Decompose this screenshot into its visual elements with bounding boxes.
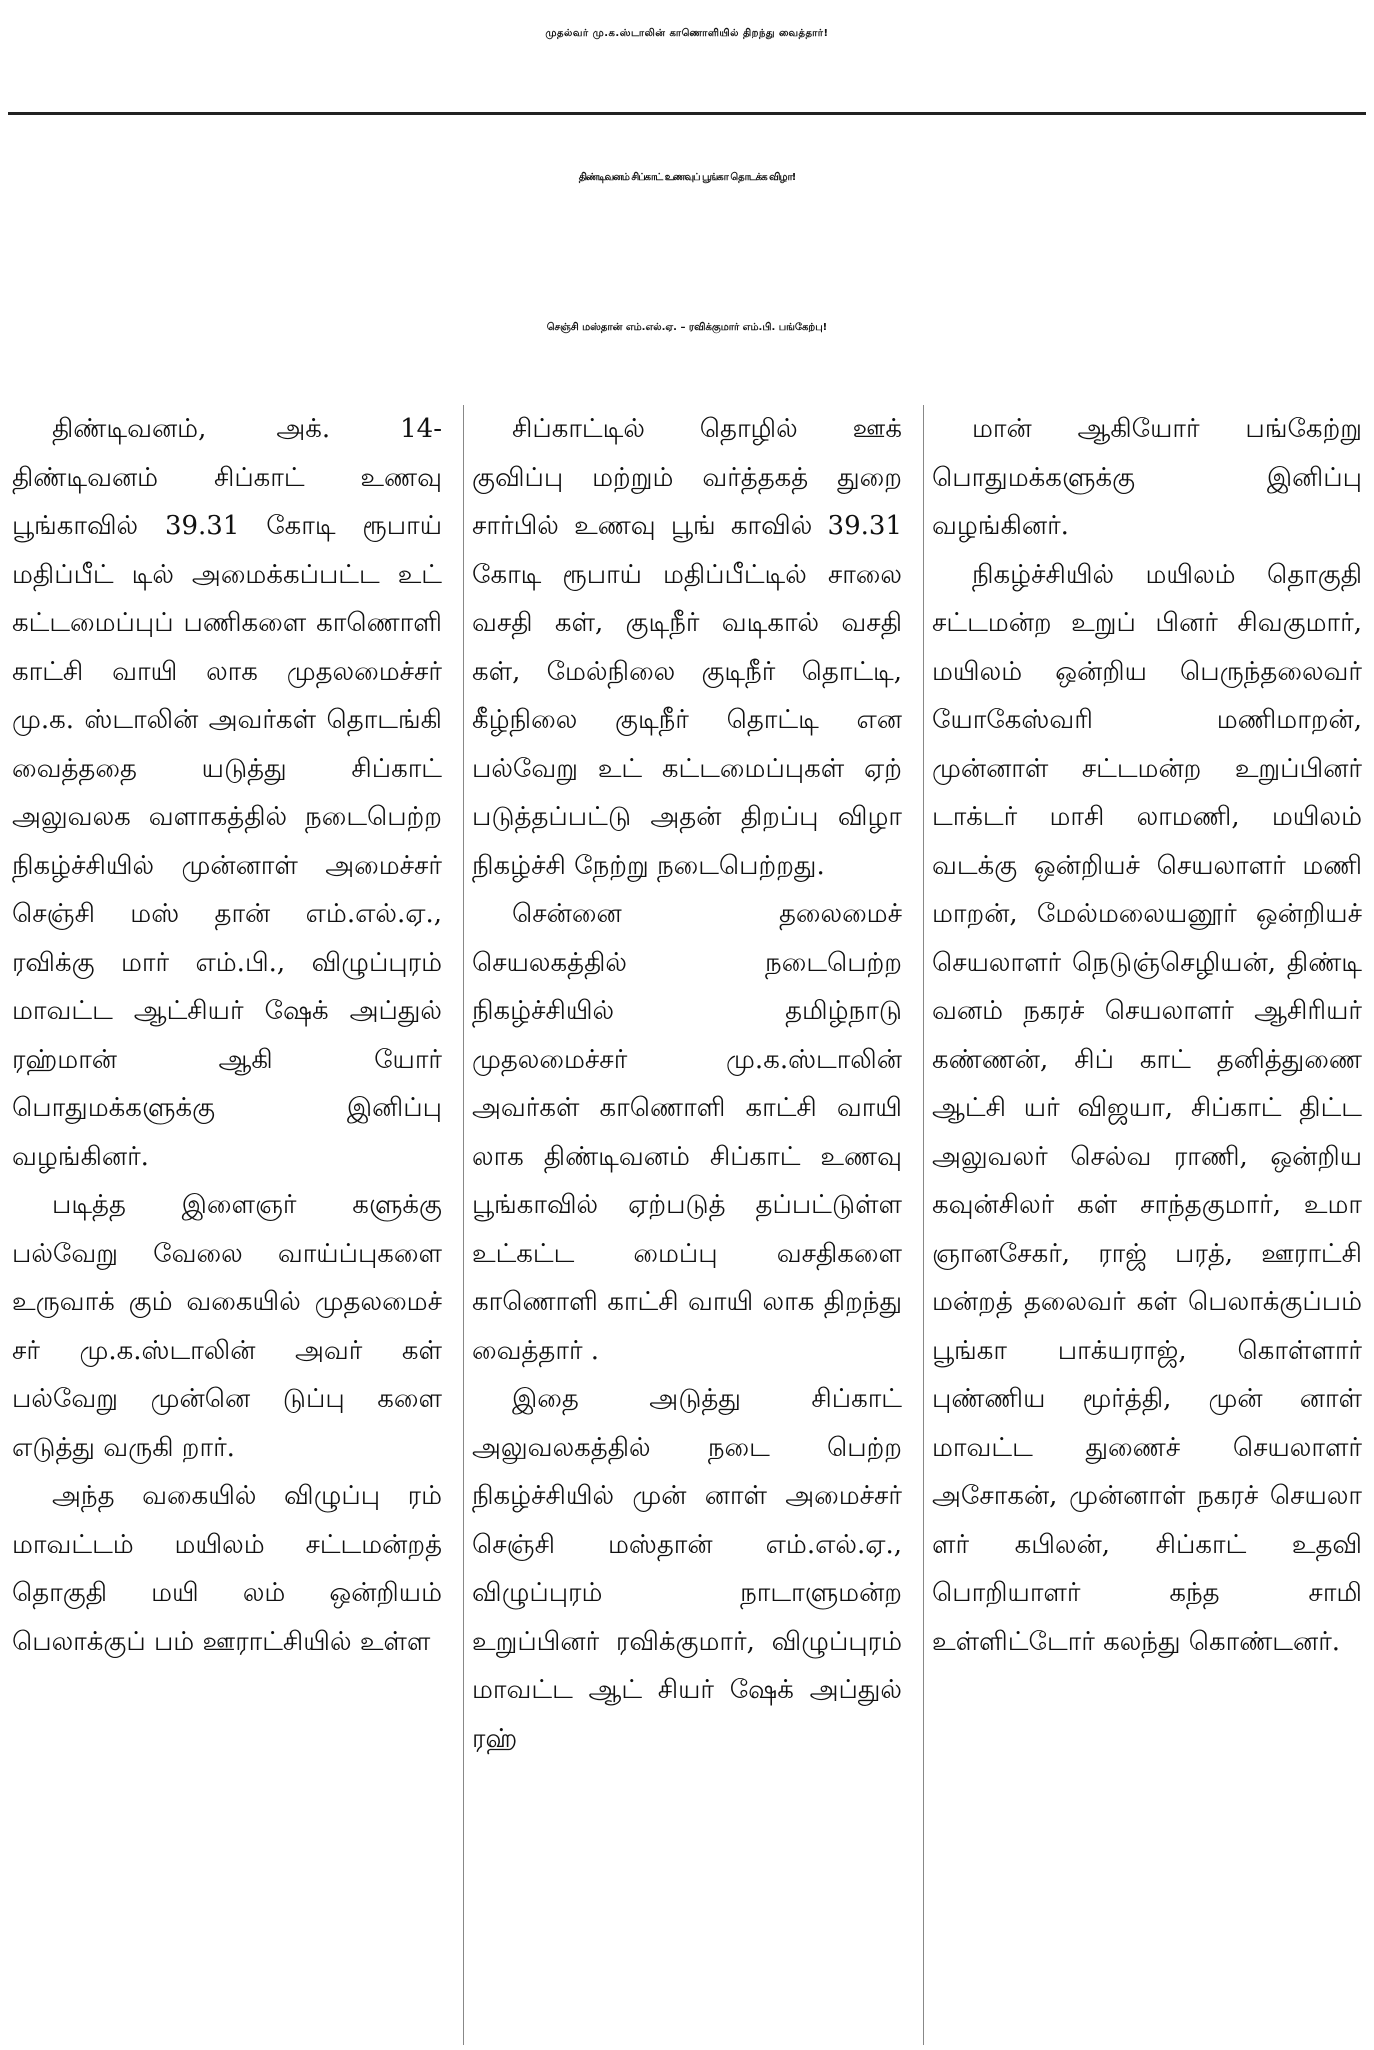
paragraph: படித்த இளைஞர் களுக்கு பல்வேறு வேலை வாய்ப்புகளை உருவாக் கும் வகையில் முதலமைச் சர் மு.க.ஸ்டாலின் அவர் கள் பல்வேறு முன்னெ டுப்பு களை எடுத்து வருகி றார். [12,1190,442,1463]
column-3 [923,405,1362,2045]
paragraph: நிகழ்ச்சியில் மயிலம் தொகுதி சட்டமன்ற உறுப் பினர் சிவகுமார், மயிலம் ஒன்றிய பெருந்தலைவர் யோகேஸ்வரி மணிமாறன், முன்னாள் சட்டமன்ற உறுப்பினர் டாக்டர் மாசி லாமணி, மயிலம் வடக்கு ஒன்றியச் செயலாளர் மணி மாறன், மேல்மலையனூர் ஒன்றியச் செயலாளர் நெடுஞ்செழியன், திண்டி வனம் நகரச் செயலாளர் ஆசிரியர் கண்ணன், சிப் காட் தனித்துணை ஆட்சி யர் விஜயா, சிப்காட் திட்ட அலுவலர் செல்வ ராணி, ஒன்றிய கவுன்சிலர் கள் சாந்தகுமார், உமா ஞானசேகர், ராஜ் பரத், ஊராட்சி மன்றத் தலைவர் கள் பெலாக்குப்பம் பூங்கா பாக்யராஜ், கொள்ளார் புண்ணிய மூர்த்தி, முன் னாள் மாவட்ட துணைச் செயலாளர் அசோகன், முன்னாள் நகரச் செயலா ளர் கபிலன், சிப்காட் உதவி பொறியாளர் கந்த சாமி உள்ளிட்டோர் கலந்து கொண்டனர். [932,559,1362,1657]
paragraph: சென்னை தலைமைச் செயலகத்தில் நடைபெற்ற நிகழ்ச்சியில் தமிழ்நாடு முதலமைச்சர் மு.க.ஸ்டாலின் அவர்கள் காணொளி காட்சி வாயி லாக திண்டிவனம் சிப்காட் உணவு பூங்காவில் ஏற்படுத் தப்பட்டுள்ள உட்கட்ட மைப்பு வசதிகளை காணொளி காட்சி வாயி லாக திறந்து வைத்தார் . [472,899,902,1366]
column-2 [463,405,902,2045]
header-divider [8,112,1366,115]
paragraph: இதை அடுத்து சிப்காட் அலுவலகத்தில் நடை பெற்ற நிகழ்ச்சியில் முன் னாள் அமைச்சர் செஞ்சி மஸ்தான் எம்.எல்.ஏ., விழுப்புரம் நாடாளுமன்ற உறுப்பினர் ரவிக்குமார், விழுப்புரம் மாவட்ட ஆட் சியர் ஷேக் அப்துல் ரஹ் [472,1384,902,1754]
paragraph: மான் ஆகியோர் பங்கேற்று பொதுமக்களுக்கு இனிப்பு வழங்கினர். [932,414,1362,541]
subheadline: செஞ்சி மஸ்தான் எம்.எல்.ஏ. – ரவிக்குமார் எம்.பி. பங்கேற்பு! [546,322,828,333]
paragraph: சிப்காட்டில் தொழில் ஊக் குவிப்பு மற்றும் வர்த்தகத் துறை சார்பில் உணவு பூங் காவில் 39.31 கோடி ரூபாய் மதிப்பீட்டில் சாலை வசதி கள், குடிநீர் வடிகால் வசதி கள், மேல்நிலை குடிநீர் தொட்டி, கீழ்நிலை குடிநீர் தொட்டி என பல்வேறு உட் கட்டமைப்புகள் ஏற் படுத்தப்பட்டு அதன் திறப்பு விழா நிகழ்ச்சி நேற்று நடைபெற்றது. [472,414,902,881]
headline: திண்டிவனம் சிப்காட் உணவுப் பூங்கா தொடக்க விழா! [578,172,796,183]
paragraph: அந்த வகையில் விழுப்பு ரம் மாவட்டம் மயிலம் சட்டமன்றத் தொகுதி மயி லம் ஒன்றியம் பெலாக்குப் பம் ஊராட்சியில் உள்ள [12,1481,442,1657]
article-body [12,405,1362,2045]
kicker-line: முதல்வர் மு.க.ஸ்டாலின் காணொளியில் திறந்து வைத்தார்! [545,28,829,39]
paragraph: திண்டிவனம், அக். 14- திண்டிவனம் சிப்காட் உணவு பூங்காவில் 39.31 கோடி ரூபாய் மதிப்பீட் டில் அமைக்கப்பட்ட உட் கட்டமைப்புப் பணிகளை காணொளி காட்சி வாயி லாக முதலமைச்சர் மு.க. ஸ்டாலின் அவர்கள் தொடங்கி வைத்ததை யடுத்து சிப்காட் அலுவலக வளாகத்தில் நடைபெற்ற நிகழ்ச்சியில் முன்னாள் அமைச்சர் செஞ்சி மஸ் தான் எம்.எல்.ஏ., ரவிக்கு மார் எம்.பி., விழுப்புரம் மாவட்ட ஆட்சியர் ஷேக் அப்துல் ரஹ்மான் ஆகி யோர் பொதுமக்களுக்கு இனிப்பு வழங்கினர். [12,414,442,1172]
column-1 [12,405,442,2045]
